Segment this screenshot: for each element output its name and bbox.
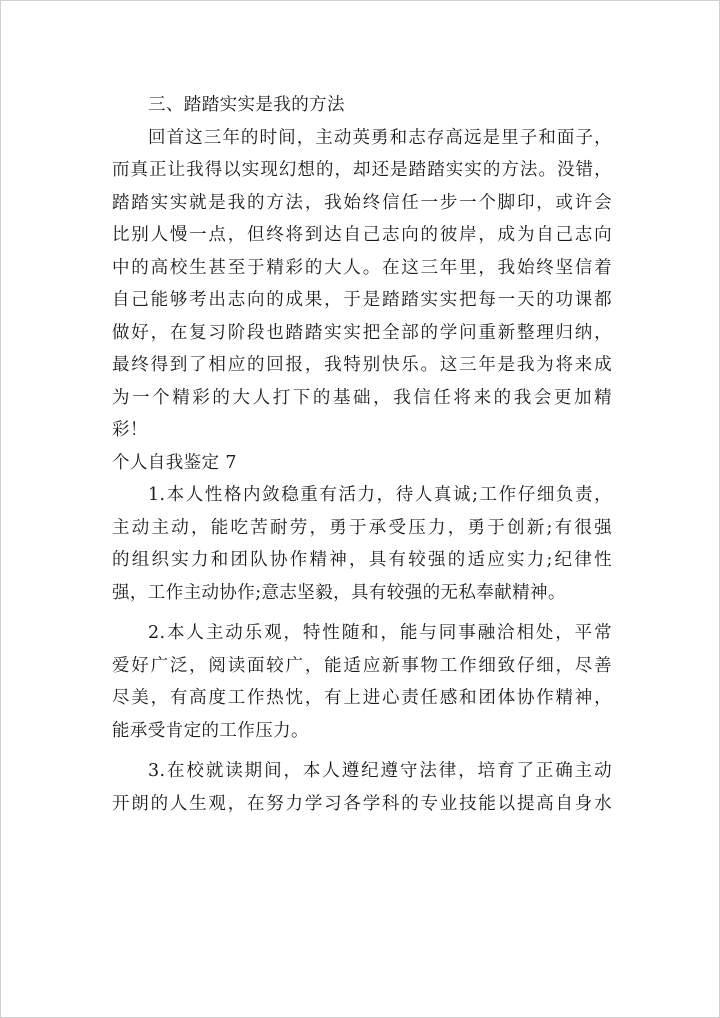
- list-item-1: [112, 479, 612, 609]
- paragraph-line: 而真正让我得以实现幻想的，却还是踏踏实实的方法。没错，: [112, 160, 612, 180]
- document-body: [112, 89, 612, 820]
- paragraph-line: 强，工作主动协作;意志坚毅，具有较强的无私奉献精神。: [112, 582, 566, 603]
- section-title: 个人自我鉴定 7: [112, 452, 237, 473]
- blank-line: [112, 747, 612, 755]
- list-item-3: [112, 755, 612, 820]
- paragraph-line: 开朗的人生观，在努力学习各学科的专业技能以提高自身水: [112, 793, 612, 814]
- paragraph-line: 中的高校生甚至于精彩的大人。在这三年里，我始终坚信着: [112, 257, 612, 278]
- paragraph-line: 爱好广泛，阅读面较广，能适应新事物工作细致仔细，尽善: [112, 655, 612, 676]
- paragraph-line: 主动主动，能吃苦耐劳，勇于承受压力，勇于创新;有很强: [112, 517, 612, 538]
- paragraph-line: 1.本人性格内敛稳重有活力，待人真诚;工作仔细负责，: [148, 485, 612, 505]
- paragraph-line: 能承受肯定的工作压力。: [112, 720, 309, 741]
- paragraph-line: 踏踏实实就是我的方法，我始终信任一步一个脚印，或许会: [112, 192, 612, 213]
- paragraph-line: 做好，在复习阶段也踏踏实实把全部的学问重新整理归纳，: [112, 322, 612, 343]
- paragraph-line: 回首这三年的时间，主动英勇和志存高远是里子和面子，: [148, 127, 612, 148]
- paragraph-1: [112, 122, 612, 447]
- paragraph-line: 3.在校就读期间，本人遵纪遵守法律，培育了正确主动: [148, 761, 612, 781]
- paragraph-line: 的组织实力和团队协作精神，具有较强的适应实力;纪律性: [112, 550, 612, 570]
- paragraph-line: 最终得到了相应的回报，我特别快乐。这三年是我为将来成: [112, 355, 612, 375]
- section-heading: 三、踏踏实实是我的方法: [148, 95, 345, 115]
- list-item-2: [112, 617, 612, 747]
- paragraph-line: 自己能够考出志向的成果，于是踏踏实实把每一天的功课都: [112, 290, 612, 310]
- paragraph-line: 2.本人主动乐观，特性随和，能与同事融洽相处，平常: [148, 623, 612, 643]
- paragraph-line: 彩！: [112, 420, 148, 440]
- blank-line: [112, 609, 612, 617]
- paragraph-line: 比别人慢一点，但终将到达自己志向的彼岸，成为自己志向: [112, 225, 612, 245]
- paragraph-line: 为一个精彩的大人打下的基础，我信任将来的我会更加精: [112, 387, 612, 408]
- paragraph-line: 尽美，有高度工作热忱，有上进心责任感和团体协作精神，: [112, 688, 612, 708]
